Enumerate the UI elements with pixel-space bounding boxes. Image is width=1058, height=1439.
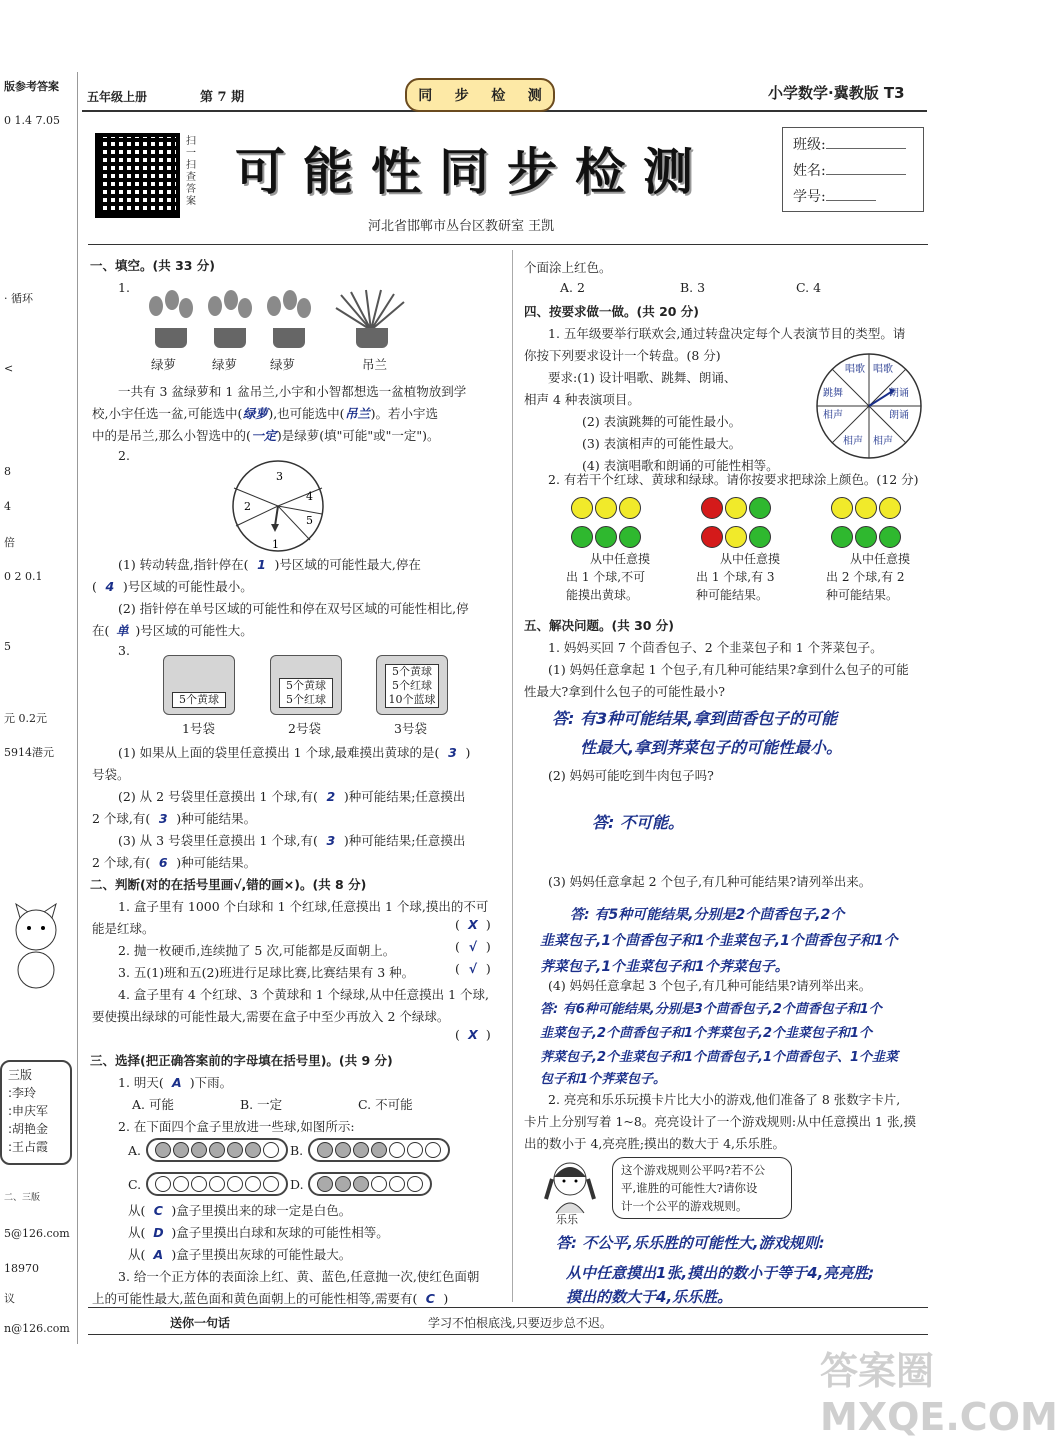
answer: 3 bbox=[448, 745, 457, 760]
student-info-box bbox=[782, 127, 924, 212]
answer: C bbox=[425, 1291, 435, 1306]
box-c bbox=[146, 1172, 288, 1196]
answer: 2 bbox=[326, 789, 336, 804]
footer bbox=[88, 1307, 928, 1335]
choice-option: B. 一定 bbox=[240, 1097, 283, 1112]
strip-line: 议 bbox=[4, 1292, 15, 1305]
choice-text: 从( A )盒子里摸出灰球的可能性最大。 bbox=[128, 1247, 352, 1262]
q3-text: 2 个球,有( 3 )种可能结果。 bbox=[92, 811, 257, 826]
grade-label: 五年级上册 bbox=[87, 90, 148, 104]
strip-line: 5 bbox=[4, 640, 11, 653]
footer-label: 送你一句话 bbox=[170, 1316, 231, 1330]
ball-caption: 从中任意摸 出 2 个球,有 2 种可能结果。 bbox=[826, 552, 911, 602]
bag-name: 2号袋 bbox=[288, 721, 321, 736]
strip-line: 4 bbox=[4, 500, 11, 513]
choice-option: C. 不可能 bbox=[358, 1097, 413, 1112]
handwritten-answer: 答: 不可能。 bbox=[592, 813, 684, 832]
plant-label: 绿萝 bbox=[212, 357, 238, 372]
plant-label: 绿萝 bbox=[151, 357, 177, 372]
strip-line: 8 bbox=[4, 465, 11, 478]
qr-caption: 扫一扫 查答案 bbox=[186, 136, 196, 207]
left-answer-strip bbox=[0, 72, 78, 1344]
cat-illustration bbox=[6, 900, 66, 990]
page-title: 可能性同步检测 bbox=[235, 143, 711, 201]
name-label: 姓名: bbox=[793, 163, 826, 179]
judge-text: 4. 盒子里有 4 个红球、3 个黄球和 1 个绿球,从中任意摸出 1 个球, bbox=[118, 987, 489, 1002]
handwritten-answer: 答: 有6种可能结果,分别是3个茴香包子,2个茴香包子和1个 bbox=[540, 1002, 882, 1017]
qr-code[interactable] bbox=[95, 133, 180, 218]
judge-text: 3. 五(1)班和五(2)班进行足球比赛,比赛结果有 3 种。 bbox=[118, 965, 415, 980]
task-text: 你按下列要求设计一个转盘。(8 分) bbox=[524, 348, 721, 363]
box-letter: B. bbox=[290, 1143, 304, 1158]
speech-bubble: 这个游戏规则公平吗?若不公 平,谁胜的可能性大?请你设 计一个公平的游戏规则。 bbox=[612, 1157, 792, 1219]
editor-line: :胡艳金 bbox=[8, 1122, 49, 1136]
strip-line: 0 1.4 7.05 bbox=[4, 114, 60, 127]
q2-text: (1) 转动转盘,指针停在( 1 )号区域的可能性最大,停在 bbox=[118, 557, 421, 572]
handwritten-answer: 性最大,拿到荠菜包子的可能性最小。 bbox=[580, 738, 843, 757]
strip-line: 元 0.2元 bbox=[4, 712, 47, 725]
q2-text: ( 4 )号区域的可能性最小。 bbox=[92, 579, 253, 594]
problem-text: 2. 亮亮和乐乐玩摸卡片比大小的游戏,他们准备了 8 张数字卡片, bbox=[548, 1092, 901, 1107]
choice-option: B. 3 bbox=[680, 280, 706, 295]
problem-text: (1) 妈妈任意拿起 1 个包子,有几种可能结果?拿到什么包子的可能 bbox=[548, 662, 909, 677]
handwritten-answer: 答: 有3种可能结果,拿到茴香包子的可能 bbox=[552, 709, 838, 728]
bag-2 bbox=[270, 655, 342, 715]
answer: 3 bbox=[158, 811, 168, 826]
bag-name: 3号袋 bbox=[394, 721, 427, 736]
strip-line: < bbox=[4, 362, 14, 375]
issue-label: 第 7 期 bbox=[200, 90, 245, 105]
bag-1 bbox=[163, 655, 235, 715]
id-label: 学号: bbox=[793, 189, 826, 205]
q3-text: (2) 从 2 号袋里任意摸出 1 个球,有( 2 )种可能结果;任意摸出 bbox=[118, 789, 466, 804]
bag-name: 1号袋 bbox=[182, 721, 215, 736]
q3-text: 号袋。 bbox=[92, 767, 130, 782]
bag-label: 5个黄球 5个红球 bbox=[279, 678, 333, 708]
answer: 4 bbox=[105, 579, 115, 594]
strip-line: 倍 bbox=[4, 536, 15, 549]
problem-text: 性最大?拿到什么包子的可能性最小? bbox=[524, 684, 725, 699]
editor-box bbox=[0, 1060, 72, 1165]
q1-text: 一共有 3 盆绿萝和 1 盆吊兰,小宇和小智都想选一盆植物放到学 bbox=[118, 384, 467, 399]
ball-caption: 从中任意摸 出 1 个球,不可 能摸出黄球。 bbox=[566, 552, 651, 602]
handwritten-answer: 荠菜包子,1个韭菜包子和1个荠菜包子。 bbox=[540, 959, 789, 975]
answer: D bbox=[153, 1225, 164, 1240]
bag-label: 5个黄球 bbox=[172, 692, 226, 708]
answer: 绿萝 bbox=[242, 406, 268, 421]
wheel-label: 跳舞 bbox=[823, 388, 843, 399]
task-text: (4) 表演唱歌和朗诵的可能性相等。 bbox=[582, 458, 779, 473]
choice-option: C. 4 bbox=[796, 280, 822, 295]
bag-label: 5个黄球 5个红球 10个蓝球 bbox=[385, 664, 439, 708]
box-d bbox=[308, 1172, 432, 1196]
name-field[interactable] bbox=[826, 174, 906, 175]
strip-email: n@126.com bbox=[4, 1322, 70, 1335]
answer: A bbox=[153, 1247, 164, 1262]
handwritten-answer: 从中任意摸出1张,摸出的数小于等于4,亮亮胜; bbox=[566, 1264, 875, 1282]
wheel-label: 唱歌 bbox=[845, 364, 865, 375]
spinner-label: 1 bbox=[272, 538, 279, 551]
wheel-design bbox=[815, 352, 923, 460]
section3-title: 三、选择(把正确答案前的字母填在括号里)。(共 9 分) bbox=[90, 1053, 393, 1068]
answer: A bbox=[171, 1075, 182, 1090]
strip-title: 版参考答案 bbox=[4, 80, 59, 93]
plant-pothos bbox=[261, 290, 317, 348]
q2-number: 2. bbox=[118, 448, 130, 463]
q3-text: (1) 如果从上面的袋里任意摸出 1 个球,最难摸出黄球的是( 3 ) bbox=[118, 745, 471, 760]
column-divider bbox=[512, 250, 513, 1302]
task-text: 相声 4 种表演项目。 bbox=[524, 392, 640, 407]
wheel-label: 相声 bbox=[873, 436, 893, 447]
box-letter: C. bbox=[128, 1177, 142, 1192]
problem-text: 1. 妈妈买回 7 个茴香包子、2 个韭菜包子和 1 个荠菜包子。 bbox=[548, 640, 883, 655]
subject-label: 小学数学·冀教版 T3 bbox=[768, 84, 905, 102]
strip-email: 5@126.com bbox=[4, 1227, 70, 1240]
answer: 1 bbox=[257, 557, 266, 572]
problem-text: (3) 妈妈任意拿起 2 个包子,有几种可能结果?请列举出来。 bbox=[548, 874, 872, 889]
banner bbox=[405, 78, 555, 112]
choice-text: 个面涂上红色。 bbox=[524, 260, 612, 275]
task-text: (3) 表演相声的可能性最大。 bbox=[582, 436, 742, 451]
strip-phone: 18970 bbox=[4, 1262, 39, 1275]
wheel-label: 朗诵 bbox=[889, 410, 909, 421]
banner-char: 检 bbox=[491, 88, 506, 104]
author-line: 河北省邯郸市丛台区教研室 王凯 bbox=[368, 219, 555, 234]
handwritten-answer: 韭菜包子,1个茴香包子和1个韭菜包子,1个茴香包子和1个 bbox=[540, 933, 898, 949]
spinner-label: 4 bbox=[306, 490, 313, 503]
handwritten-answer: 摸出的数大于4,乐乐胜。 bbox=[566, 1288, 733, 1306]
spinner-label: 2 bbox=[244, 500, 251, 513]
q1-text: 校,小宇任选一盆,可能选中(绿萝),也可能选中(吊兰)。若小宇选 bbox=[92, 406, 438, 421]
q3-text: 2 个球,有( 6 )种可能结果。 bbox=[92, 855, 257, 870]
q3-text: (3) 从 3 号袋里任意摸出 1 个球,有( 3 )种可能结果;任意摸出 bbox=[118, 833, 466, 848]
wheel-label: 相声 bbox=[823, 410, 843, 421]
section2-title: 二、判断(对的在括号里画√,错的画×)。(共 8 分) bbox=[90, 877, 367, 892]
box-a bbox=[146, 1138, 288, 1162]
handwritten-answer: 答: 不公平,乐乐胜的可能性大,游戏规则: bbox=[556, 1234, 825, 1252]
plant-spider bbox=[336, 290, 406, 348]
plant-pothos bbox=[202, 290, 258, 348]
wheel-label: 相声 bbox=[843, 436, 863, 447]
banner-char: 步 bbox=[454, 88, 469, 104]
id-field[interactable] bbox=[826, 200, 876, 201]
choice-text: 从( C )盒子里摸出来的球一定是白色。 bbox=[128, 1203, 352, 1218]
editor-line: :李玲 bbox=[8, 1086, 37, 1100]
judge-text: 1. 盒子里有 1000 个白球和 1 个红球,任意摸出 1 个球,摸出的不可 bbox=[118, 899, 489, 914]
watermark-logo: 答案圈 MXQE.COM bbox=[820, 1349, 1058, 1439]
judge-text: 2. 抛一枚硬币,连续抛了 5 次,可能都是反面朝上。 bbox=[118, 943, 396, 958]
plant-label: 绿萝 bbox=[270, 357, 296, 372]
editor-line: :王占霞 bbox=[8, 1140, 49, 1154]
girl-illustration bbox=[542, 1155, 598, 1215]
ball-group-2 bbox=[700, 495, 780, 553]
bag-3 bbox=[376, 655, 448, 715]
strip-line: 5914港元 bbox=[4, 746, 54, 759]
ball-caption: 从中任意摸 出 1 个球,有 3 种可能结果。 bbox=[696, 552, 781, 602]
judge-answer: ( X ) bbox=[455, 1027, 491, 1042]
judge-answer: ( √ ) bbox=[455, 961, 491, 976]
wheel-label: 朗诵 bbox=[889, 388, 909, 399]
handwritten-answer: 荠菜包子,2个韭菜包子和1个茴香包子,1个茴香包子、1个韭菜 bbox=[540, 1050, 899, 1065]
choice-option: A. 2 bbox=[560, 280, 585, 295]
q1-number: 1. bbox=[118, 280, 130, 295]
handwritten-answer: 包子和1个荠菜包子。 bbox=[540, 1072, 667, 1087]
answer: C bbox=[153, 1203, 163, 1218]
handwritten-answer: 答: 有5种可能结果,分别是2个茴香包子,2个 bbox=[570, 907, 845, 923]
q2-text: (2) 指针停在单号区域的可能性和停在双号区域的可能性相比,停 bbox=[118, 601, 469, 616]
task-text: 要求:(1) 设计唱歌、跳舞、朗诵、 bbox=[548, 370, 737, 385]
strip-line: 0 2 0.1 bbox=[4, 570, 43, 583]
answer: 6 bbox=[158, 855, 168, 870]
banner-char: 测 bbox=[527, 88, 542, 104]
problem-text: 出的数小于 4,亮亮胜;摸出的数大于 4,乐乐胜。 bbox=[524, 1136, 786, 1151]
choice-text: 2. 在下面四个盒子里放进一些球,如图所示: bbox=[118, 1119, 355, 1134]
choice-text: 1. 明天( A )下雨。 bbox=[118, 1075, 233, 1090]
judge-text: 要使摸出绿球的可能性最大,需要在盒子中至少再放入 2 个绿球。 bbox=[92, 1009, 450, 1024]
spinner-diagram bbox=[230, 458, 326, 554]
spinner-label: 3 bbox=[276, 470, 283, 483]
ball-group-1 bbox=[570, 495, 650, 553]
problem-text: (2) 妈妈可能吃到牛肉包子吗? bbox=[548, 768, 714, 783]
choice-text: 从( D )盒子里摸出白球和灰球的可能性相等。 bbox=[128, 1225, 389, 1240]
ball-group-3 bbox=[830, 495, 910, 553]
box-letter: A. bbox=[128, 1143, 142, 1158]
strip-line: 二、三版 bbox=[4, 1193, 41, 1203]
answer: 吊兰 bbox=[345, 406, 371, 421]
section5-title: 五、解决问题。(共 30 分) bbox=[524, 618, 675, 633]
answer: 一定 bbox=[251, 428, 277, 443]
q1-text: 中的是吊兰,那么小智选中的(一定)是绿萝(填"可能"或"一定")。 bbox=[92, 428, 440, 443]
header-divider bbox=[88, 244, 928, 245]
task-text: (2) 表演跳舞的可能性最小。 bbox=[582, 414, 742, 429]
task-text: 1. 五年级要举行联欢会,通过转盘决定每个人表演节目的类型。请 bbox=[548, 326, 906, 341]
judge-answer: ( X ) bbox=[455, 917, 491, 932]
girl-name: 乐乐 bbox=[556, 1213, 578, 1226]
strip-line: · 循环 bbox=[4, 292, 33, 305]
class-label: 班级: bbox=[793, 137, 826, 153]
wheel-label: 唱歌 bbox=[873, 364, 893, 375]
handwritten-answer: 韭菜包子,2个茴香包子和1个荠菜包子,2个韭菜包子和1个 bbox=[540, 1026, 873, 1041]
spinner-label: 5 bbox=[306, 514, 313, 527]
editor-line: 三版 bbox=[8, 1068, 33, 1082]
q3-number: 3. bbox=[118, 643, 130, 658]
judge-answer: ( √ ) bbox=[455, 939, 491, 954]
editor-line: :申庆军 bbox=[8, 1104, 49, 1118]
box-b bbox=[308, 1138, 450, 1162]
q2-text: 在( 单 )号区域的可能性大。 bbox=[92, 623, 253, 638]
banner-char: 同 bbox=[418, 88, 433, 104]
class-field[interactable] bbox=[826, 148, 906, 149]
plant-label: 吊兰 bbox=[362, 357, 388, 372]
plant-pothos bbox=[143, 290, 199, 348]
section1-title: 一、填空。(共 33 分) bbox=[90, 258, 216, 273]
choice-text: 3. 给一个正方体的表面涂上红、黄、蓝色,任意抛一次,使红色面朝 bbox=[118, 1269, 480, 1284]
choice-text: 上的可能性最大,蓝色面和黄色面朝上的可能性相等,需要有( C ) bbox=[92, 1291, 449, 1306]
box-letter: D. bbox=[290, 1177, 304, 1192]
footer-quote: 学习不怕根底浅,只要迈步总不迟。 bbox=[428, 1316, 612, 1330]
problem-text: (4) 妈妈任意拿起 3 个包子,有几种可能结果?请列举出来。 bbox=[548, 978, 872, 993]
choice-option: A. 可能 bbox=[132, 1097, 174, 1112]
answer: 单 bbox=[116, 623, 129, 638]
section4-title: 四、按要求做一做。(共 20 分) bbox=[524, 304, 700, 319]
task-text: 2. 有若干个红球、黄球和绿球。请你按要求把球涂上颜色。(12 分) bbox=[548, 472, 919, 487]
judge-text: 能是红球。 bbox=[92, 921, 155, 936]
answer: 3 bbox=[326, 833, 336, 848]
problem-text: 卡片上分别写着 1~8。亮亮设计了一个游戏规则:从中任意摸出 1 张,摸 bbox=[524, 1114, 916, 1129]
